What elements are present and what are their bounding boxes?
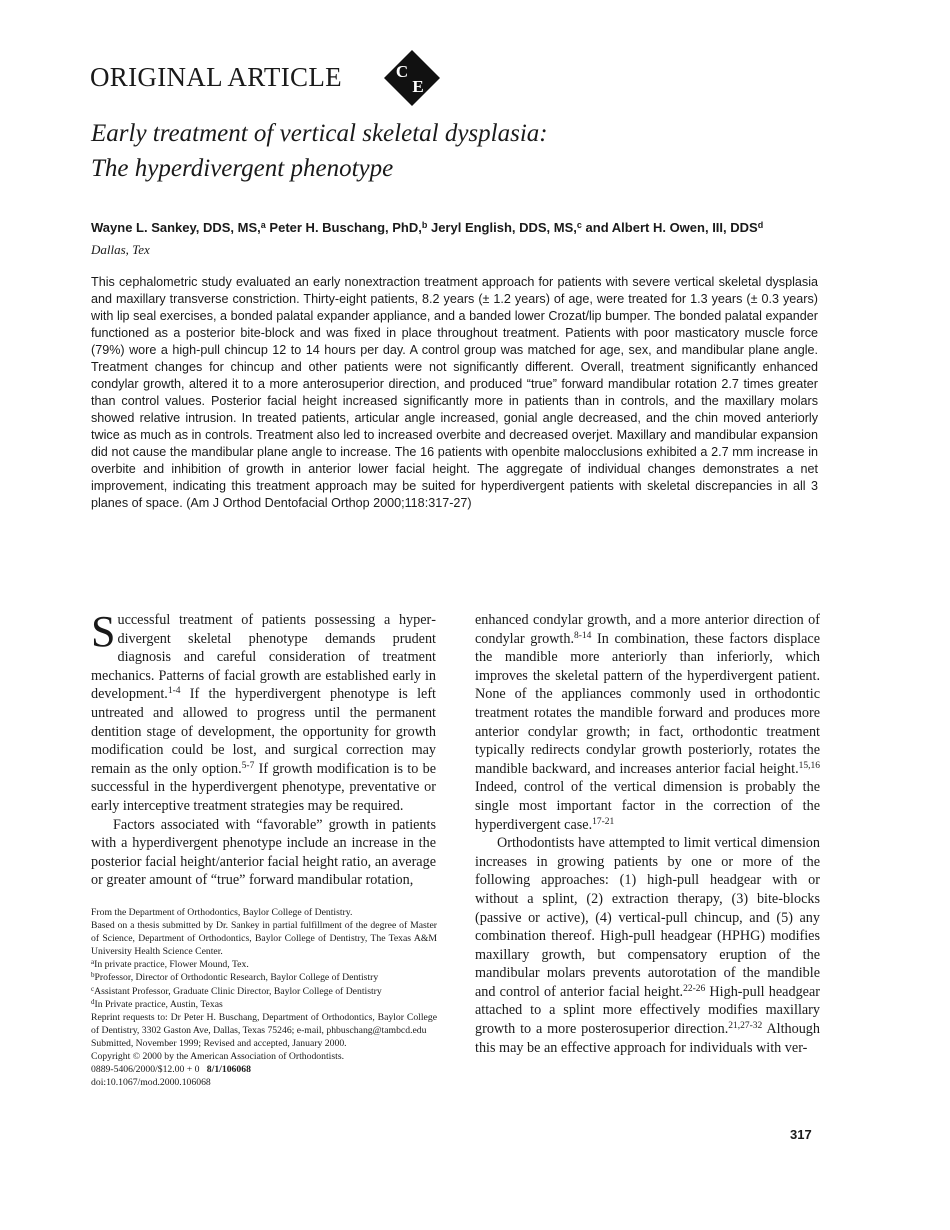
- body-paragraph: [475, 834, 820, 1057]
- author-list: [91, 220, 851, 235]
- body-column-right: [475, 611, 820, 1057]
- author-name: Peter H. Buschang, PhD,: [269, 220, 422, 235]
- body-column-left: [91, 607, 437, 890]
- citation-ref: 15,16: [798, 760, 820, 771]
- footnote-reprint-requests: Reprint requests to: Dr Peter H. Buschang, Department of Orthodontics, Baylor College of Dentistry, 3302 Gaston Ave, Dallas, Texas 75246; e-mail, phbuschang@tambcd.edu: [91, 1011, 437, 1036]
- author-affiliation-mark: b: [421, 220, 428, 230]
- ce-badge-letter-e: E: [412, 77, 424, 96]
- footnote-mark: d: [91, 997, 95, 1006]
- footnote-thesis: Based on a thesis submitted by Dr. Sankey in partial fulfillment of the degree of Master of Science, Department of Orthodontics, Baylor College of Dentistry, The Texas A&M University Health Science Center.: [91, 920, 437, 958]
- citation-ref: 1-4: [167, 686, 181, 697]
- body-text: In combination, these factors displace the mandible more anteriorly than inferiorly, which improves the skeletal pattern of the hyperdivergent patient. None of the appliances commonly used in orthodontic treatment rotates the mandible forward and produces more anterior condylar growth; in fact, orthodontic treatment typically redirects condylar growth posteriorly, rotates the mandible backward, and increases anterior facial height.: [475, 630, 820, 777]
- citation-ref: 22-26: [683, 983, 706, 994]
- citation-ref: 21,27-32: [728, 1021, 763, 1032]
- footnote-text: Assistant Professor, Graduate Clinic Director, Baylor College of Dentistry: [94, 985, 382, 997]
- body-text: enhanced condylar growth, and a more anterior direction of condylar growth.: [475, 612, 820, 647]
- footnote-mark: c: [91, 984, 95, 993]
- footnote-affiliation-b: [91, 971, 437, 984]
- footnote-text: In private practice, Flower Mound, Tex.: [94, 959, 249, 971]
- body-text: Orthodontists have attempted to limit vertical dimension increases in growing patients by one or more of the following approaches: (1) high-pull headgear with or without a splint, (2) extraction therapy, (3) bite-blocks (passive or active), (4) vertical-pull chincup, and (5) any combination thereof. High-pull headgear (HPHG) modifies maxillary growth, but compensatory eruption of the mandibular molars prevents autorotation of the mandible and control of anterior facial height.: [475, 835, 820, 1000]
- title-line-2: The hyperdivergent phenotype: [91, 155, 394, 182]
- author-name: Jeryl English, DDS, MS,: [430, 220, 577, 235]
- ce-badge: [382, 48, 442, 108]
- footnote-department: From the Department of Orthodontics, Baylor College of Dentistry.: [91, 907, 353, 918]
- footnote-affiliation-c: [91, 985, 437, 998]
- footnote-text: Professor, Director of Orthodontic Research, Baylor College of Dentistry: [94, 972, 379, 984]
- article-title: [91, 116, 851, 186]
- citation-ref: 5-7: [241, 760, 255, 771]
- footnote-copyright: Copyright © 2000 by the American Association of Orthodontists.: [91, 1051, 345, 1063]
- section-label: ORIGINAL ARTICLE: [90, 62, 342, 92]
- body-paragraph: [91, 816, 436, 890]
- footnote-issn: [91, 1063, 437, 1076]
- citation-ref: 17-21: [592, 816, 615, 827]
- author-name: and Albert H. Owen, III, DDS: [585, 220, 758, 235]
- body-text: High-pull headgear attached to a splint more effectively modifies maxillary growth to a more posterosuperior direction.: [475, 983, 820, 1038]
- footnote-mark: a: [91, 958, 95, 967]
- issn-code: 8/1/106068: [206, 1064, 251, 1076]
- author-affiliation-mark: c: [576, 220, 582, 230]
- author-affiliation-mark: d: [757, 220, 764, 230]
- footnote-affiliation-d: [91, 998, 437, 1011]
- drop-cap: S: [91, 607, 116, 656]
- abstract: This cephalometric study evaluated an early nonextraction treatment approach for patients with severe vertical skeletal dysplasia and maxillary transverse constriction. Thirty-eight patients, 8.2 years (± 1.2 years) of age, were treated for 1.3 years (± 0.3 years) with lip seal exercises, a bonded palatal expander appliance, and a banded lower Crozat/lip bumper. The bonded palatal expander functioned as a posterior bite-block and was fixed in place throughout treatment. Patients with poor masticatory muscle force (79%) wore a high-pull chincup 12 to 14 hours per day. A control group was matched for age, sex, and mandibular plane angle. Treatment changes for chincup and other patients were not significantly different. Overall, treatment significantly enhanced condylar growth, altered it to a more anterosuperior direction, and produced “true” forward mandibular rotation 2.7 times greater than control values. Posterior facial height increased significantly more in patients than in controls, and the maxillary molars showed relative intrusion. In treated patients, articular angle increased, gonial angle decreased, and the chin moved anteriorly twice as much as in controls. Treatment also led to increased overbite and decreased overjet. Maxillary and mandibular expansion did not cause the mandibular plane angle to increase. The 16 patients with openbite malocclusions exhibited a 2.7 mm increase in overbite and inhibition of growth in anterior lower facial height. The aggregate of individual changes demonstrates a net improvement, indicating this treatment approach may be suited for hyperdivergent patients with skeletal discrepancies in all 3 planes of space. (Am J Orthod Dentofacial Orthop 2000;118:317-27): [91, 275, 818, 510]
- body-paragraph-continued: [475, 611, 820, 834]
- footnote-doi: doi:10.1067/mod.2000.106068: [91, 1077, 211, 1089]
- body-paragraph: [91, 607, 437, 816]
- author-location: Dallas, Tex: [91, 242, 150, 257]
- body-text: uccessful treatment of patients possessing a hyperdivergent skeletal phenotype demands prudent diagnosis and careful consideration of treatment mechanics. Patterns of facial growth are established early in development.: [91, 612, 436, 703]
- page-number: 317: [790, 1127, 812, 1142]
- body-text: If growth modification is to be successful in the hyperdivergent phenotype, preventative or early interceptive treatment strategies may be required.: [91, 760, 437, 814]
- author-affiliation-mark: a: [260, 220, 266, 230]
- ce-badge-letter-c: C: [395, 62, 409, 81]
- footnote-mark: b: [91, 971, 95, 980]
- footnote-submitted: Submitted, November 1999; Revised and accepted, January 2000.: [91, 1037, 347, 1049]
- citation-ref: 8-14: [574, 630, 592, 641]
- author-name: Wayne L. Sankey, DDS, MS,: [91, 220, 261, 235]
- title-line-1: Early treatment of vertical skeletal dysplasia:: [91, 120, 548, 147]
- footnote-affiliation-a: [91, 958, 437, 971]
- footnote-text: In Private practice, Austin, Texas: [94, 998, 223, 1010]
- body-text: Although this may be an effective approach for individuals with ver-: [475, 1021, 820, 1056]
- footnotes: [91, 906, 437, 1089]
- body-text: Indeed, control of the vertical dimension is probably the single most important factor in the correction of the hyperdivergent case.: [475, 779, 820, 833]
- body-text: If the hyperdivergent phenotype is left untreated and allowed to progress until the permanent dentition stage of development, the opportunity for growth modification could be lost, and surgical correction may remain as the only option.: [91, 686, 436, 777]
- issn-text: 0889-5406/2000/$12.00 + 0: [91, 1064, 200, 1076]
- body-text: Factors associated with “favorable” growth in patients with a hyperdivergent phenotype include an increase in the posterior facial height/anterior facial height ratio, an average or greater amount of “true” forward mandibular rotation,: [91, 816, 436, 889]
